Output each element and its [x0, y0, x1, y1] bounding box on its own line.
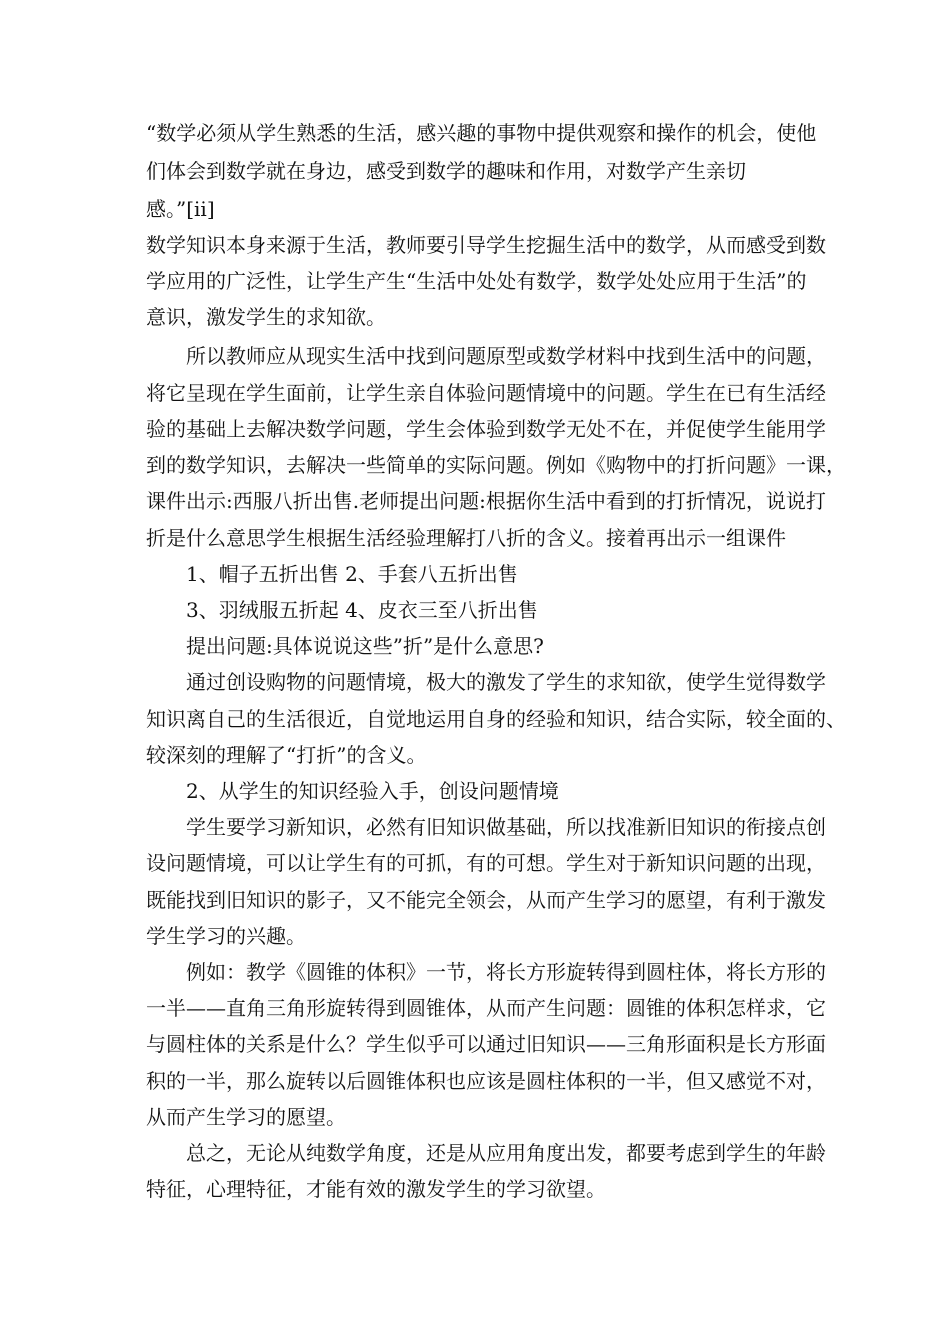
text-line: 提出问题:具体说说这些”折”是什么意思? — [186, 634, 544, 658]
list-item: 3、羽绒服五折起 4、皮衣三至八折出售 — [186, 598, 538, 622]
text-line: 总之，无论从纯数学角度，还是从应用角度出发，都要考虑到学生的年龄 — [186, 1141, 826, 1165]
text-line: 从而产生学习的愿望。 — [146, 1105, 346, 1129]
list-item: 1、帽子五折出售 2、手套八五折出售 — [186, 562, 518, 586]
text-line: 设问题情境，可以让学生有的可抓，有的可想。学生对于新知识问题的出现， — [146, 851, 826, 875]
text-line: 验的基础上去解决数学问题，学生会体验到数学无处不在，并促使学生能用学 — [146, 417, 826, 441]
section-heading: 2、从学生的知识经验入手，创设问题情境 — [186, 779, 559, 803]
text-line: 特征，心理特征，才能有效的激发学生的学习欲望。 — [146, 1177, 606, 1201]
text-line: 们体会到数学就在身边，感受到数学的趣味和作用，对数学产生亲切 — [146, 159, 746, 183]
text-line: 将它呈现在学生面前，让学生亲自体验问题情境中的问题。学生在已有生活经 — [146, 381, 826, 405]
text-line: 学生学习的兴趣。 — [146, 924, 306, 948]
text-line: 学生要学习新知识，必然有旧知识做基础，所以找准新旧知识的衔接点创 — [186, 815, 826, 839]
text-line: 课件出示:西服八折出售.老师提出问题:根据你生活中看到的打折情况，说说打 — [146, 489, 826, 513]
text-line: 折是什么意思学生根据生活经验理解打八折的含义。接着再出示一组课件 — [146, 526, 786, 550]
text-line: 数学知识本身来源于生活，教师要引导学生挖掘生活中的数学，从而感受到数 — [146, 233, 826, 257]
text-line: 到的数学知识，去解决一些简单的实际问题。例如《购物中的打折问题》一课， — [146, 453, 846, 477]
text-line: 学应用的广泛性，让学生产生“生活中处处有数学，数学处处应用于生活”的 — [146, 269, 807, 293]
text-line: “数学必须从学生熟悉的生活，感兴趣的事物中提供观察和操作的机会，使他 — [146, 121, 817, 145]
text-line: 感。”[ii] — [146, 197, 215, 221]
text-line: 例如：教学《圆锥的体积》一节，将长方形旋转得到圆柱体，将长方形的 — [186, 960, 826, 984]
text-line: 既能找到旧知识的影子，又不能完全领会，从而产生学习的愿望，有利于激发 — [146, 888, 826, 912]
text-line: 所以教师应从现实生活中找到问题原型或数学材料中找到生活中的问题， — [186, 344, 826, 368]
text-line: 与圆柱体的关系是什么？学生似乎可以通过旧知识——三角形面积是长方形面 — [146, 1032, 826, 1056]
text-line: 一半——直角三角形旋转得到圆锥体，从而产生问题：圆锥的体积怎样求，它 — [146, 996, 826, 1020]
text-line: 积的一半，那么旋转以后圆锥体积也应该是圆柱体积的一半，但又感觉不对， — [146, 1069, 826, 1093]
text-line: 意识，激发学生的求知欲。 — [146, 305, 386, 329]
text-line: 通过创设购物的问题情境，极大的激发了学生的求知欲，使学生觉得数学 — [186, 670, 826, 694]
text-line: 较深刻的理解了“打折”的含义。 — [146, 743, 427, 767]
text-line: 知识离自己的生活很近，自觉地运用自身的经验和知识，结合实际，较全面的、 — [146, 707, 846, 731]
